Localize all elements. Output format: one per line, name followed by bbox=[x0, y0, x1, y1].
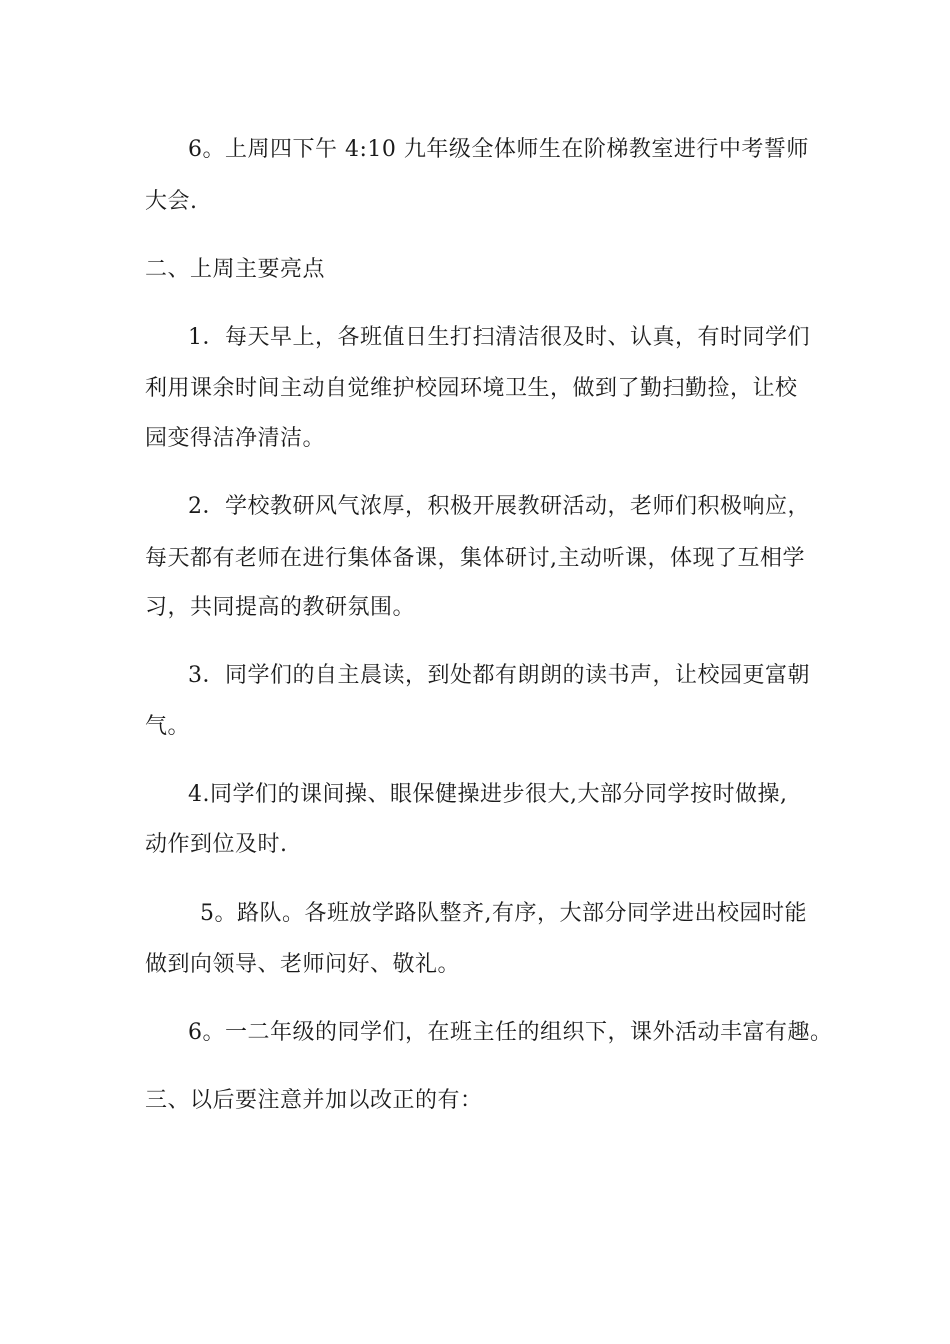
paragraph-line: 2．学校教研风气浓厚，积极开展教研活动，老师们积极响应， bbox=[188, 494, 810, 519]
paragraph-line: 1．每天早上，各班值日生打扫清洁很及时、认真，有时同学们 bbox=[188, 325, 810, 350]
paragraph-line: 5。路队。各班放学路队整齐,有序，大部分同学进出校园时能 bbox=[200, 901, 807, 926]
section-heading: 二、上周主要亮点 bbox=[145, 257, 326, 282]
section-heading: 三、以后要注意并加以改正的有： bbox=[145, 1088, 483, 1113]
paragraph-line: 大会. bbox=[145, 189, 198, 214]
paragraph-line: 气。 bbox=[145, 714, 191, 739]
paragraph-line: 做到向领导、老师问好、敬礼。 bbox=[145, 952, 461, 977]
paragraph-line: 动作到位及时. bbox=[145, 832, 288, 857]
paragraph-line: 利用课余时间主动自觉维护校园环境卫生，做到了勤扫勤捡，让校 bbox=[145, 376, 798, 401]
paragraph-line: 园变得洁净清洁。 bbox=[145, 426, 326, 451]
paragraph-line: 每天都有老师在进行集体备课，集体研讨,主动听课，体现了互相学 bbox=[145, 546, 805, 571]
paragraph-line: 6。一二年级的同学们，在班主任的组织下，课外活动丰富有趣。 bbox=[188, 1020, 833, 1045]
paragraph-line: 3．同学们的自主晨读，到处都有朗朗的读书声，让校园更富朝 bbox=[188, 663, 810, 688]
paragraph-line: 习，共同提高的教研氛围。 bbox=[145, 595, 416, 620]
paragraph-line: 6。上周四下午 4:10 九年级全体师生在阶梯教室进行中考誓师 bbox=[188, 137, 809, 162]
paragraph-line: 4.同学们的课间操、眼保健操进步很大,大部分同学按时做操, bbox=[188, 782, 788, 807]
